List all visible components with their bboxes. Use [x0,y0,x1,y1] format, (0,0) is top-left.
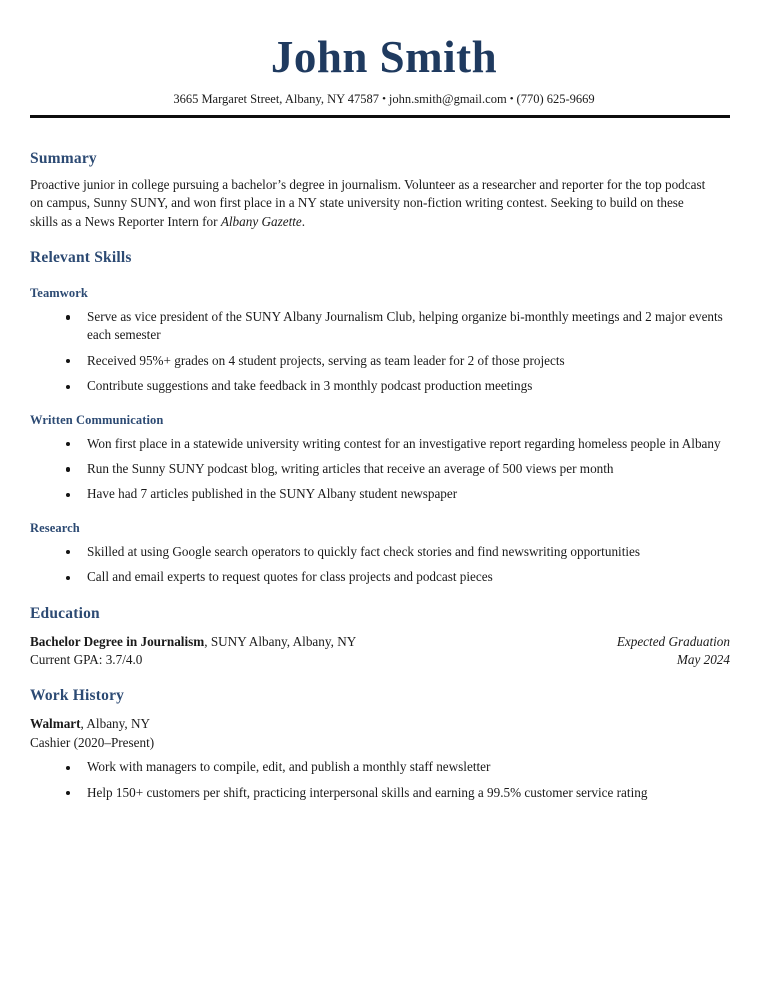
list-item: Contribute suggestions and take feedback in 3 monthly podcast production meetings [30,377,738,395]
education-degree-line [30,633,356,651]
work-bullets [30,752,738,802]
list-item: Serve as vice president of the SUNY Albany Journalism Club, helping organize bi-monthly meetings and 2 major events each semester [30,308,738,352]
contact-line [30,92,738,107]
contact-separator-icon: • [382,93,386,106]
contact-separator-icon: • [509,93,514,106]
contact-phone[interactable]: (770) 625-9669 [516,91,595,106]
resume-body [30,126,738,802]
list-item: Call and email experts to request quotes for class projects and podcast pieces [30,568,738,586]
section-work-history [30,669,738,802]
work-employer: Walmart [30,716,81,732]
page-title: John Smith [270,32,498,82]
section-education [30,587,738,670]
skill-bullets-written-communication [30,429,738,504]
section-relevant-skills [30,231,738,587]
contact-email[interactable]: john.smith@gmail.com [388,91,507,106]
resume-header [30,0,738,107]
section-title-summary: Summary [30,149,97,167]
section-title-work-history: Work History [30,687,125,705]
summary-text-part-2: . [301,213,306,229]
education-entry [30,625,738,670]
list-item: Work with managers to compile, edit, and publish a monthly staff newsletter [30,758,738,783]
work-location: , Albany, NY [80,716,151,732]
skill-group-title-research: Research [30,520,80,535]
education-gpa: Current GPA: 3.7/4.0 [30,651,143,667]
skill-bullets-teamwork [30,302,738,396]
section-title-relevant-skills: Relevant Skills [30,248,132,266]
skill-bullets-research [30,537,738,587]
list-item: Received 95%+ grades on 4 student projects, serving as team leader for 2 of those projects [30,352,738,377]
work-role: Cashier (2020–Present) [30,734,155,750]
summary-text-part-1: Proactive junior in college pursuing a bachelor’s degree in journalism. Volunteer as a researcher and reporter for the top podcast on campus, Sunny SUNY, and won first place in a NY state university non-fiction writing contest. Seeking to build on these skills as a News Reporter Intern for [30,176,706,229]
list-item: Run the Sunny SUNY podcast blog, writing articles that receive an average of 500 views per month [30,460,738,485]
work-employer-line [30,715,738,733]
work-entry [30,707,738,802]
education-entry-row-2 [30,651,738,669]
list-item: Skilled at using Google search operators to quickly fact check stories and find newswriting opportunities [30,543,738,568]
summary-publication-name: Albany Gazette [220,213,302,229]
summary-paragraph [30,170,706,231]
list-item: Help 150+ customers per shift, practicing interpersonal skills and earning a 99.5% customer service rating [30,784,738,802]
skill-group-title-written-communication: Written Communication [30,412,164,427]
section-title-education: Education [30,604,100,622]
section-summary [30,132,738,231]
education-degree: Bachelor Degree in Journalism [30,633,205,649]
education-school: , SUNY Albany, Albany, NY [204,633,357,649]
list-item: Have had 7 articles published in the SUNY Albany student newspaper [30,485,738,503]
contact-address: 3665 Margaret Street, Albany, NY 47587 [173,91,380,106]
list-item: Won first place in a statewide university writing contest for an investigative report regarding homeless people in Albany [30,435,738,460]
header-divider [30,115,730,118]
skill-group-title-teamwork: Teamwork [30,285,88,300]
education-graduation-date: May 2024 [676,651,730,667]
education-entry-row-1 [30,633,738,651]
education-graduation-label: Expected Graduation [616,633,730,649]
